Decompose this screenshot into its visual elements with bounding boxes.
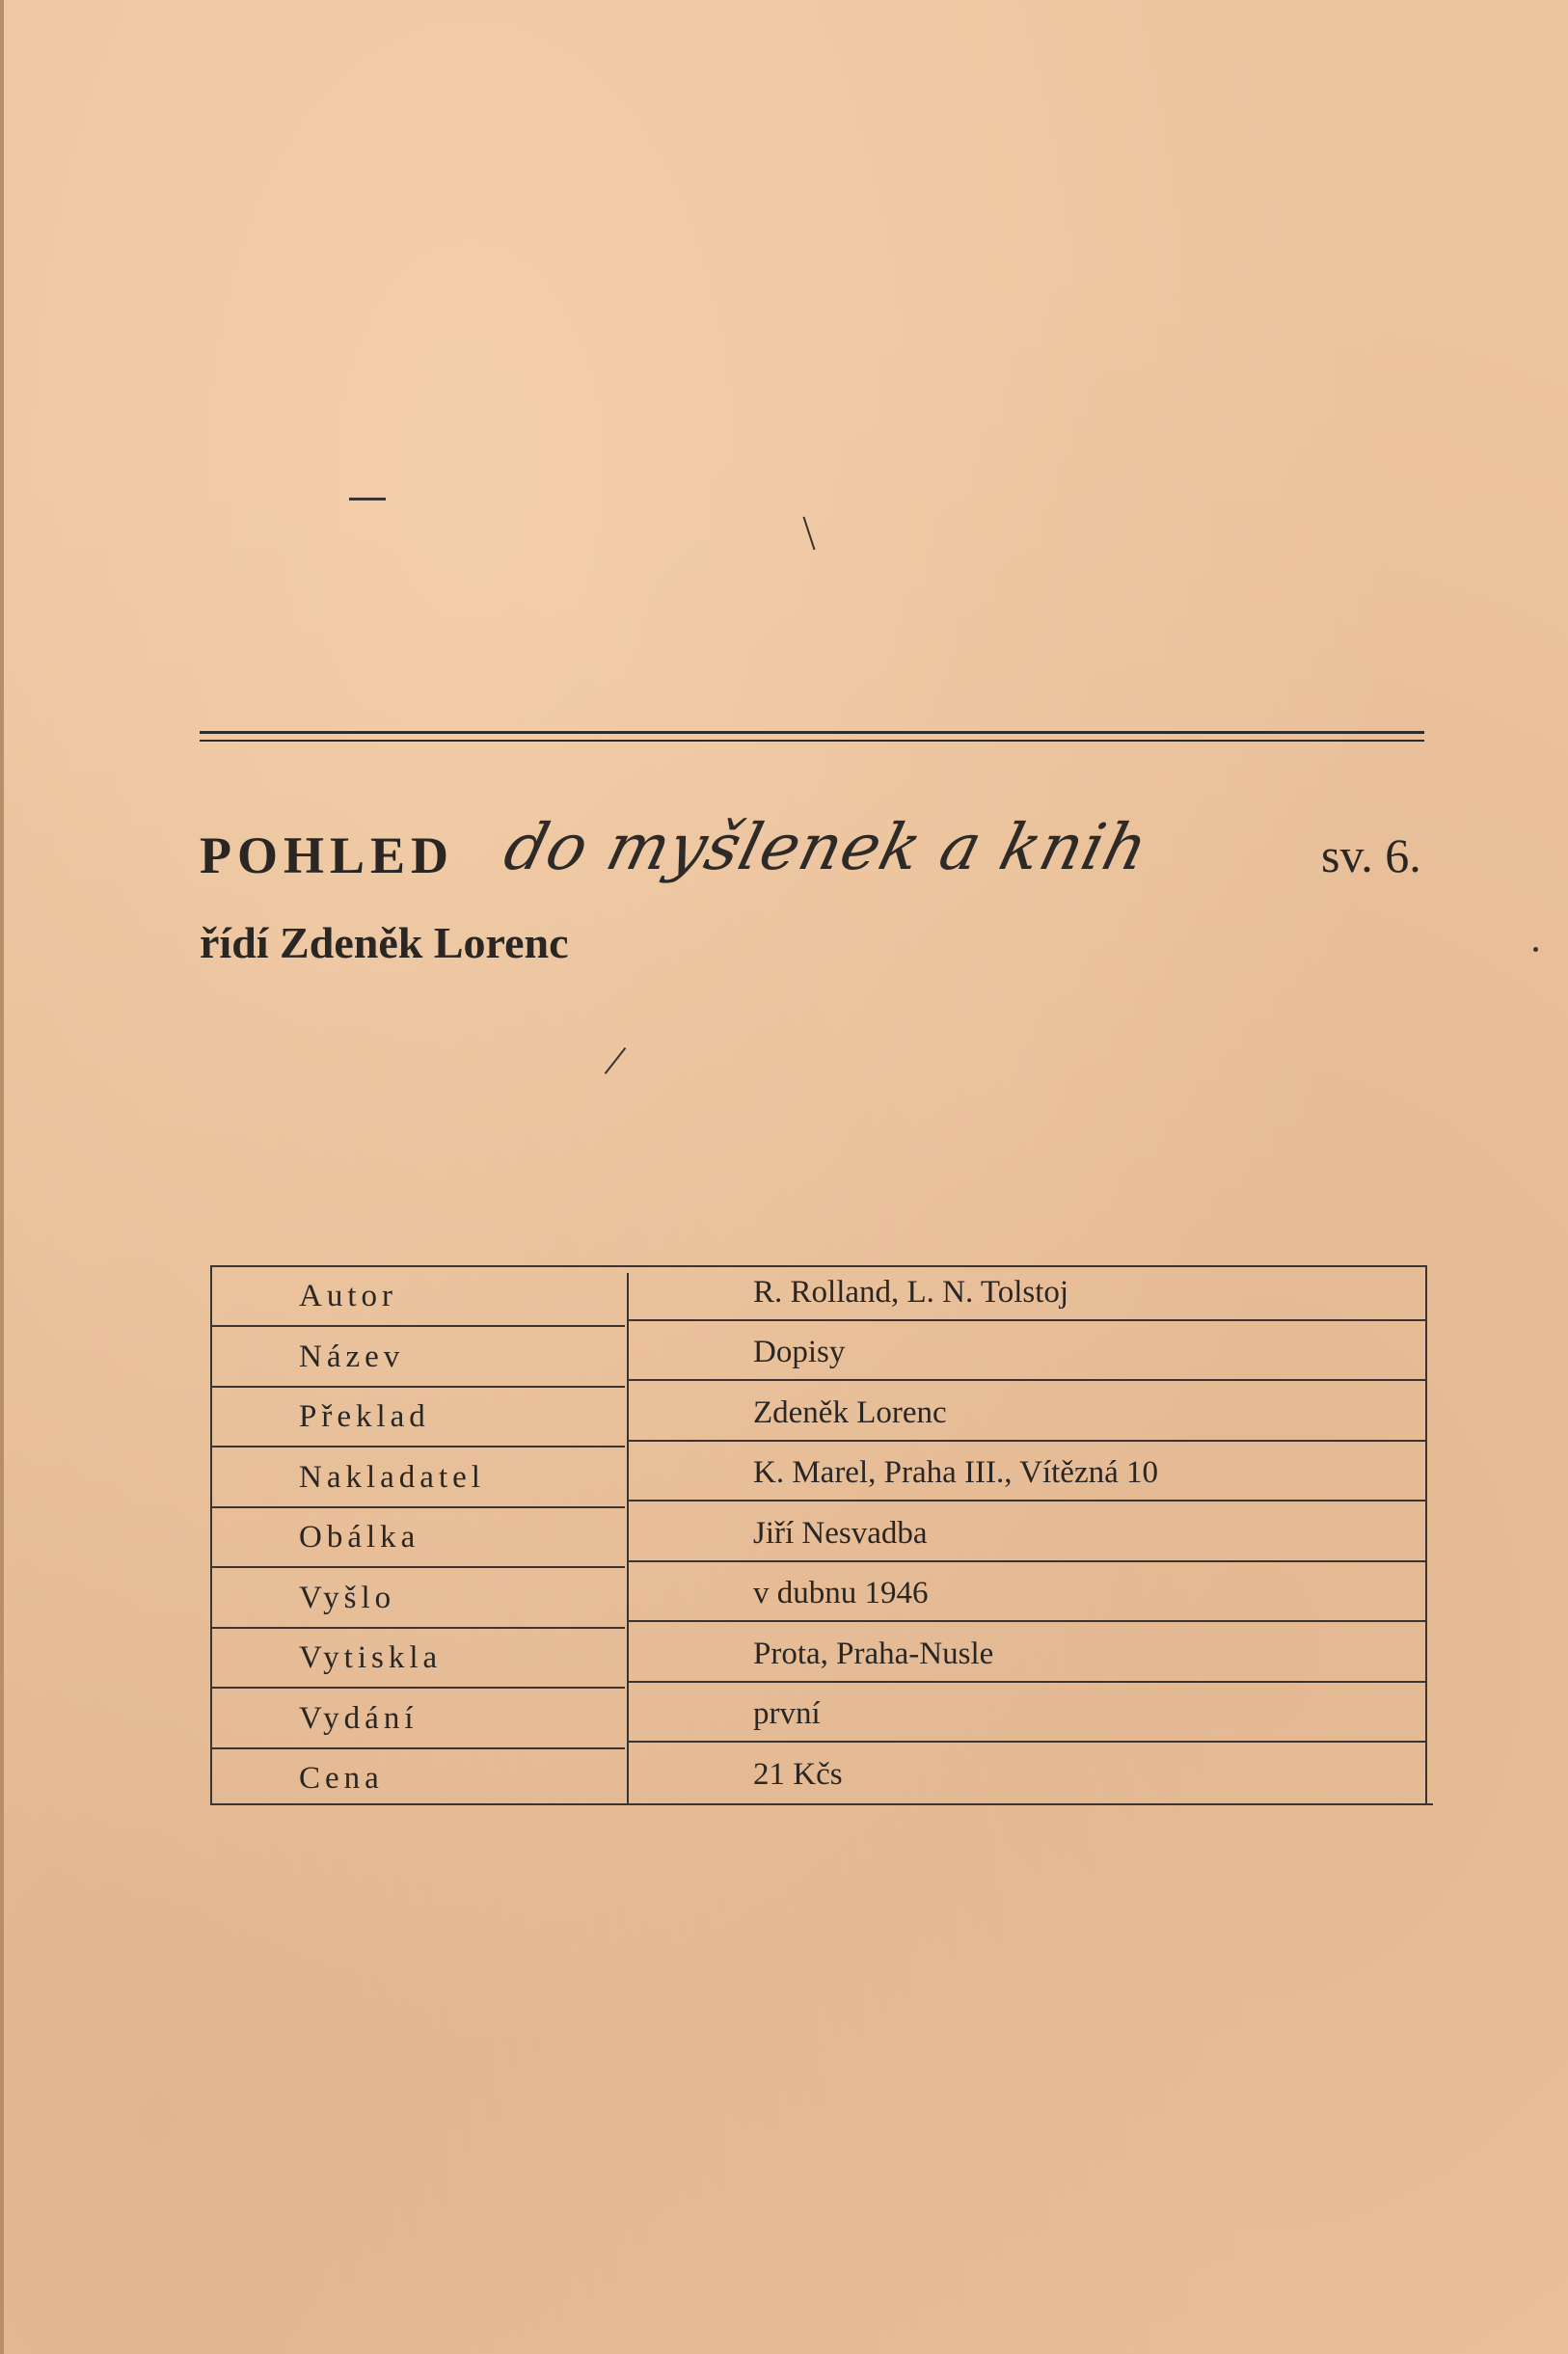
colophon-value-vydani: první — [753, 1696, 821, 1731]
paper-speck — [605, 1047, 627, 1074]
colophon-label-nazev: Název — [299, 1339, 405, 1374]
table-rule — [629, 1620, 1425, 1622]
paper-speck — [802, 517, 815, 551]
table-rule — [629, 1560, 1425, 1562]
colophon-value-vyslo: v dubnu 1946 — [753, 1576, 929, 1610]
table-rule — [212, 1566, 625, 1568]
table-rule — [212, 1747, 625, 1749]
table-rule — [629, 1741, 1425, 1743]
page-edge — [0, 0, 4, 2354]
table-rule — [210, 1265, 212, 1803]
table-rule — [210, 1803, 1433, 1805]
header-rule-top — [200, 731, 1424, 734]
table-rule — [629, 1440, 1425, 1442]
colophon-label-vytiskla: Vytiskla — [299, 1640, 443, 1675]
table-rule — [629, 1500, 1425, 1502]
colophon-label-preklad: Překlad — [299, 1399, 430, 1434]
table-rule — [1425, 1265, 1427, 1803]
colophon-value-vytiskla: Prota, Praha-Nusle — [753, 1637, 994, 1671]
colophon-value-nazev: Dopisy — [753, 1335, 846, 1369]
header-rule-bottom — [200, 740, 1424, 742]
table-rule — [212, 1446, 625, 1448]
paper-speck — [349, 498, 386, 501]
colophon-table — [210, 1265, 1433, 1805]
table-rule — [629, 1379, 1425, 1381]
colophon-label-obalka: Obálka — [299, 1520, 420, 1555]
table-rule — [210, 1265, 1427, 1267]
series-title: POHLED — [200, 826, 455, 884]
table-rule — [212, 1325, 625, 1327]
colophon-label-autor: Autor — [299, 1279, 397, 1313]
colophon-label-vydani: Vydání — [299, 1701, 419, 1736]
colophon-value-nakladatel: K. Marel, Praha III., Vítězná 10 — [753, 1455, 1158, 1490]
table-rule — [629, 1681, 1425, 1683]
volume-number: sv. 6. — [1321, 828, 1421, 882]
colophon-value-obalka: Jiří Nesvadba — [753, 1516, 928, 1551]
colophon-value-cena: 21 Kčs — [753, 1757, 843, 1792]
paper-speck — [1533, 947, 1538, 952]
series-editor: řídí Zdeněk Lorenc — [200, 918, 569, 967]
colophon-value-autor: R. Rolland, L. N. Tolstoj — [753, 1275, 1069, 1310]
table-rule — [627, 1273, 629, 1803]
table-rule — [212, 1627, 625, 1629]
colophon-label-cena: Cena — [299, 1761, 384, 1796]
colophon-label-vyslo: Vyšlo — [299, 1581, 396, 1615]
table-rule — [212, 1506, 625, 1508]
table-rule — [629, 1319, 1425, 1321]
colophon-label-nakladatel: Nakladatel — [299, 1460, 485, 1495]
colophon-value-preklad: Zdeněk Lorenc — [753, 1395, 947, 1430]
table-rule — [212, 1687, 625, 1689]
table-rule — [212, 1386, 625, 1388]
series-subtitle-handwritten: do myšlenek a knih — [497, 810, 1156, 884]
